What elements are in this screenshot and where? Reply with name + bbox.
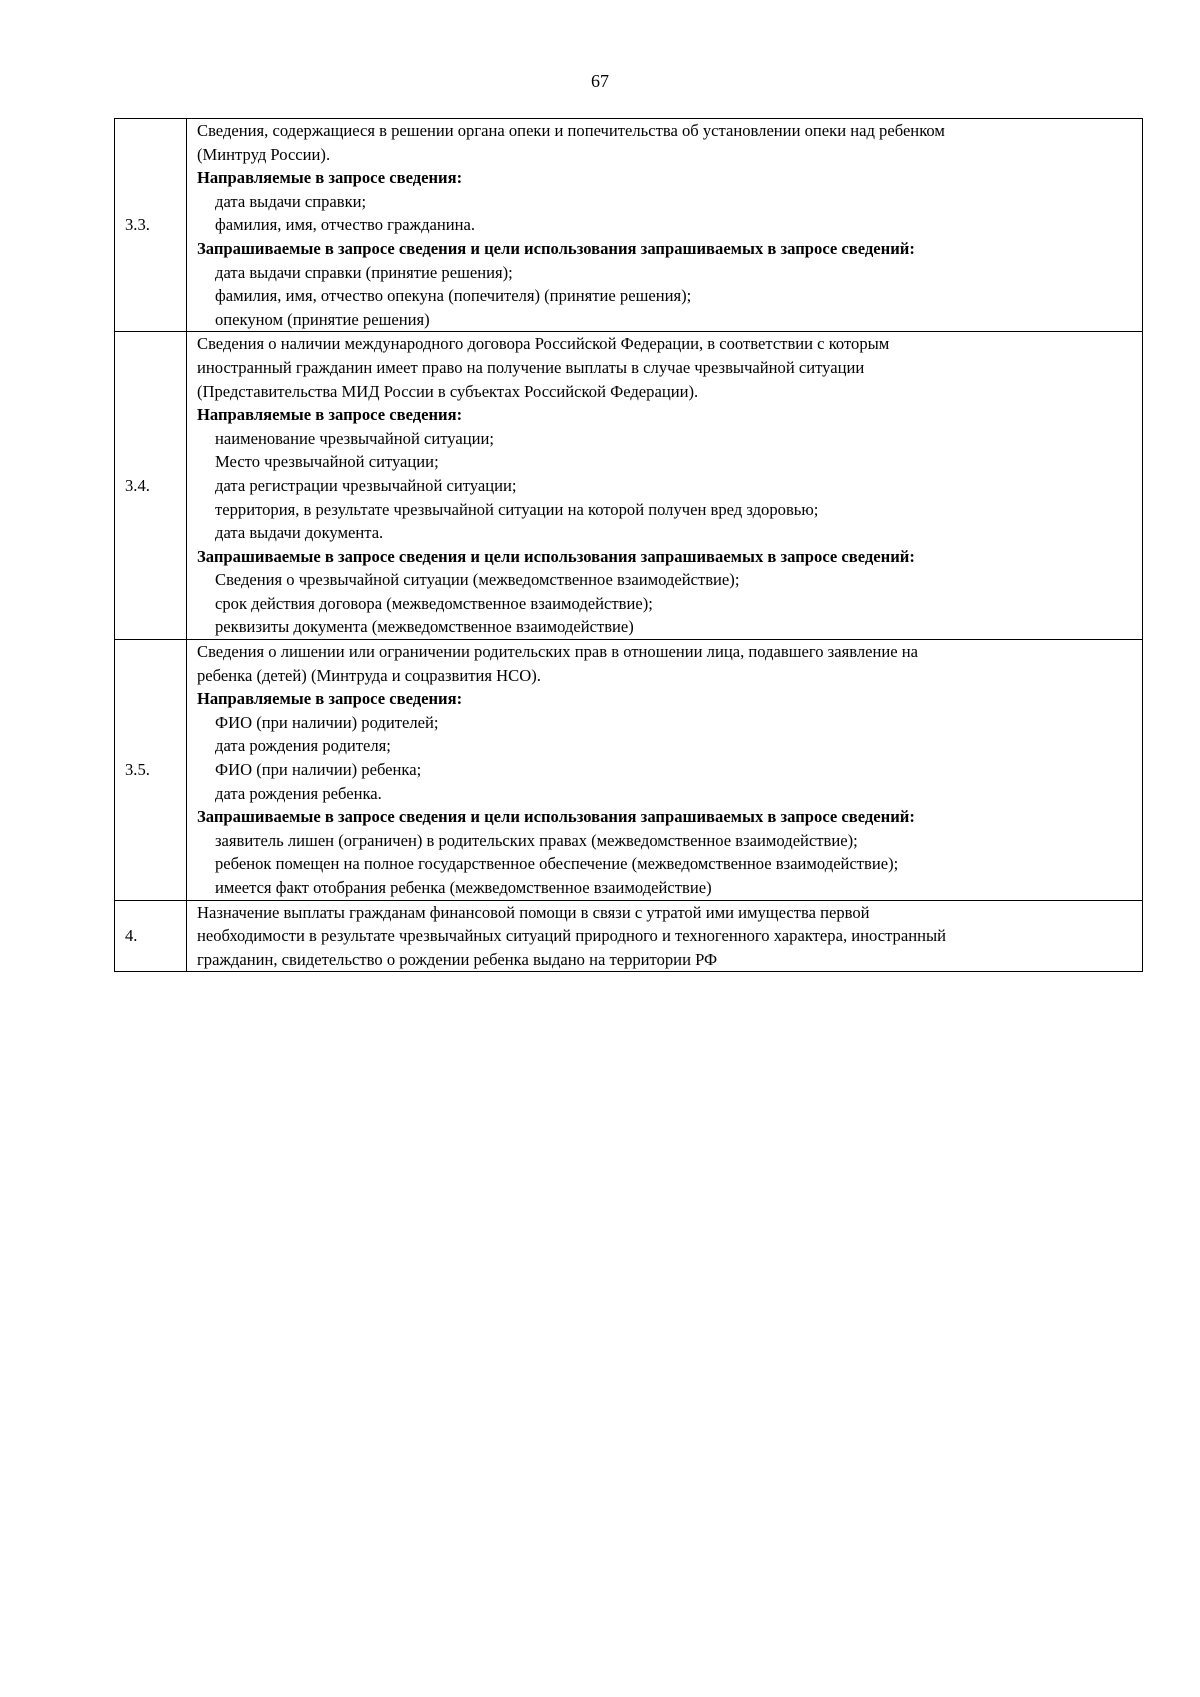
content-line: заявитель лишен (ограничен) в родительских правах (межведомственное взаимодействие); — [215, 830, 858, 850]
content-line: ФИО (при наличии) родителей; — [215, 712, 439, 732]
content-line: гражданин, свидетельство о рождении ребенка выдано на территории РФ — [197, 949, 718, 969]
section-heading: Направляемые в запросе сведения: — [197, 689, 463, 709]
content-line: дата рождения родителя; — [215, 736, 391, 756]
table-row — [115, 900, 1143, 972]
content-line: ребенка (детей) (Минтруда и соцразвития НСО). — [197, 665, 541, 685]
content-line: территория, в результате чрезвычайной ситуации на которой получен вред здоровью; — [215, 499, 819, 519]
row-content — [187, 119, 1143, 332]
content-line: Сведения о лишении или ограничении родительских прав в отношении лица, подавшего заявление на — [197, 642, 919, 662]
row-content — [187, 900, 1143, 972]
content-line: реквизиты документа (межведомственное взаимодействие) — [215, 617, 634, 637]
content-line: фамилия, имя, отчество гражданина. — [215, 215, 476, 235]
row-number: 3.3. — [115, 119, 187, 332]
page-number: 67 — [591, 71, 609, 91]
row-number: 4. — [115, 900, 187, 972]
row-content — [187, 332, 1143, 640]
table-row — [115, 332, 1143, 640]
section-heading: Запрашиваемые в запросе сведения и цели использования запрашиваемых в запросе сведений: — [197, 546, 915, 566]
content-line: фамилия, имя, отчество опекуна (попечителя) (принятие решения); — [215, 286, 692, 306]
content-line: Назначение выплаты гражданам финансовой помощи в связи с утратой ими имущества первой — [197, 902, 870, 922]
content-line: срок действия договора (межведомственное взаимодействие); — [215, 593, 653, 613]
table-body — [115, 119, 1143, 972]
row-number: 3.5. — [115, 640, 187, 901]
content-line: дата выдачи справки (принятие решения); — [215, 262, 513, 282]
section-heading: Направляемые в запросе сведения: — [197, 168, 463, 188]
content-line: дата регистрации чрезвычайной ситуации; — [215, 475, 517, 495]
document-table — [114, 118, 1143, 972]
content-line: дата выдачи справки; — [215, 191, 367, 211]
row-content — [187, 640, 1143, 901]
table-row — [115, 119, 1143, 332]
content-line: (Минтруд России). — [197, 144, 331, 164]
content-line: (Представительства МИД России в субъектах Российской Федерации). — [197, 381, 699, 401]
section-heading: Запрашиваемые в запросе сведения и цели использования запрашиваемых в запросе сведений: — [197, 807, 915, 827]
content-line: дата выдачи документа. — [215, 523, 384, 543]
content-line: опекуном (принятие решения) — [215, 309, 430, 329]
content-line: необходимости в результате чрезвычайных ситуаций природного и техногенного характера, иностранный — [197, 926, 946, 946]
section-heading: Направляемые в запросе сведения: — [197, 405, 463, 425]
content-line: Сведения о наличии международного договора Российской Федерации, в соответствии с которым — [197, 334, 890, 354]
row-number: 3.4. — [115, 332, 187, 640]
content-line: ребенок помещен на полное государственное обеспечение (межведомственное взаимодействие); — [215, 854, 899, 874]
content-line: Место чрезвычайной ситуации; — [215, 452, 439, 472]
section-heading: Запрашиваемые в запросе сведения и цели использования запрашиваемых в запросе сведений: — [197, 238, 915, 258]
content-line: Сведения, содержащиеся в решении органа опеки и попечительства об установлении опеки над ребенком — [197, 121, 945, 140]
content-line: наименование чрезвычайной ситуации; — [215, 428, 494, 448]
content-line: Сведения о чрезвычайной ситуации (межведомственное взаимодействие); — [215, 570, 740, 590]
content-line: иностранный гражданин имеет право на получение выплаты в случае чрезвычайной ситуации — [197, 357, 865, 377]
content-line: дата рождения ребенка. — [215, 783, 382, 803]
table-row — [115, 640, 1143, 901]
content-line: имеется факт отобрания ребенка (межведомственное взаимодействие) — [215, 878, 712, 897]
content-line: ФИО (при наличии) ребенка; — [215, 760, 422, 780]
